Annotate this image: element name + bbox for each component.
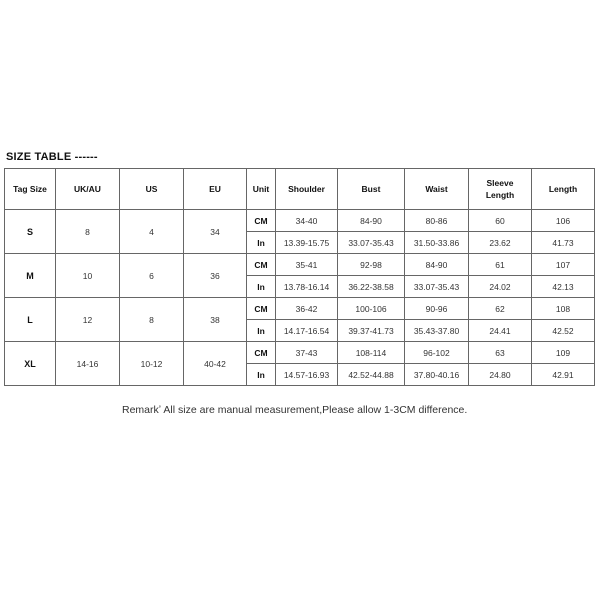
header-waist: Waist [405, 169, 469, 210]
bust-cell: 100-106 [338, 298, 405, 320]
unit-cell: In [247, 232, 276, 254]
header-uk-au: UK/AU [56, 169, 120, 210]
shoulder-cell: 36-42 [276, 298, 338, 320]
bust-cell: 36.22-38.58 [338, 276, 405, 298]
sleeve-length-cell: 60 [469, 210, 532, 232]
eu-cell: 34 [184, 210, 247, 254]
shoulder-cell: 13.78-16.14 [276, 276, 338, 298]
bust-cell: 33.07-35.43 [338, 232, 405, 254]
length-cell: 42.13 [532, 276, 595, 298]
us-cell: 10-12 [120, 342, 184, 386]
length-cell: 107 [532, 254, 595, 276]
us-cell: 8 [120, 298, 184, 342]
length-cell: 108 [532, 298, 595, 320]
tag-size-cell: S [5, 210, 56, 254]
eu-cell: 36 [184, 254, 247, 298]
unit-cell: In [247, 320, 276, 342]
header-bust: Bust [338, 169, 405, 210]
size-table [4, 168, 595, 386]
page-title: SIZE TABLE ------ [6, 151, 98, 163]
bust-cell: 92-98 [338, 254, 405, 276]
waist-cell: 35.43-37.80 [405, 320, 469, 342]
bust-cell: 42.52-44.88 [338, 364, 405, 386]
eu-cell: 38 [184, 298, 247, 342]
length-cell: 109 [532, 342, 595, 364]
header-shoulder: Shoulder [276, 169, 338, 210]
uk-au-cell: 10 [56, 254, 120, 298]
waist-cell: 37.80-40.16 [405, 364, 469, 386]
length-cell: 42.52 [532, 320, 595, 342]
tag-size-cell: XL [5, 342, 56, 386]
eu-cell: 40-42 [184, 342, 247, 386]
header-length: Length [532, 169, 595, 210]
sleeve-length-cell: 62 [469, 298, 532, 320]
uk-au-cell: 8 [56, 210, 120, 254]
table-row [5, 342, 595, 364]
waist-cell: 31.50-33.86 [405, 232, 469, 254]
shoulder-cell: 14.17-16.54 [276, 320, 338, 342]
sleeve-length-cell: 63 [469, 342, 532, 364]
waist-cell: 96-102 [405, 342, 469, 364]
us-cell: 4 [120, 210, 184, 254]
sleeve-length-cell: 61 [469, 254, 532, 276]
waist-cell: 33.07-35.43 [405, 276, 469, 298]
header-eu: EU [184, 169, 247, 210]
unit-cell: CM [247, 342, 276, 364]
bust-cell: 108-114 [338, 342, 405, 364]
shoulder-cell: 37-43 [276, 342, 338, 364]
unit-cell: In [247, 276, 276, 298]
sleeve-length-cell: 23.62 [469, 232, 532, 254]
shoulder-cell: 35-41 [276, 254, 338, 276]
sleeve-length-cell: 24.41 [469, 320, 532, 342]
unit-cell: CM [247, 254, 276, 276]
length-cell: 106 [532, 210, 595, 232]
length-cell: 42.91 [532, 364, 595, 386]
tag-size-cell: L [5, 298, 56, 342]
table-row [5, 298, 595, 320]
sleeve-length-cell: 24.80 [469, 364, 532, 386]
unit-cell: CM [247, 298, 276, 320]
header-us: US [120, 169, 184, 210]
us-cell: 6 [120, 254, 184, 298]
table-row [5, 210, 595, 232]
sleeve-length-cell: 24.02 [469, 276, 532, 298]
unit-cell: CM [247, 210, 276, 232]
shoulder-cell: 13.39-15.75 [276, 232, 338, 254]
shoulder-cell: 14.57-16.93 [276, 364, 338, 386]
bust-cell: 84-90 [338, 210, 405, 232]
table-row [5, 254, 595, 276]
length-cell: 41.73 [532, 232, 595, 254]
uk-au-cell: 12 [56, 298, 120, 342]
bust-cell: 39.37-41.73 [338, 320, 405, 342]
shoulder-cell: 34-40 [276, 210, 338, 232]
waist-cell: 90-96 [405, 298, 469, 320]
header-sleeve-length: Sleeve Length [469, 169, 532, 210]
header-tag-size: Tag Size [5, 169, 56, 210]
uk-au-cell: 14-16 [56, 342, 120, 386]
header-unit: Unit [247, 169, 276, 210]
remark-text: Remarkʼ All size are manual measurement,Please allow 1-3CM difference. [122, 404, 468, 416]
waist-cell: 84-90 [405, 254, 469, 276]
tag-size-cell: M [5, 254, 56, 298]
unit-cell: In [247, 364, 276, 386]
header-row [5, 169, 595, 210]
waist-cell: 80-86 [405, 210, 469, 232]
